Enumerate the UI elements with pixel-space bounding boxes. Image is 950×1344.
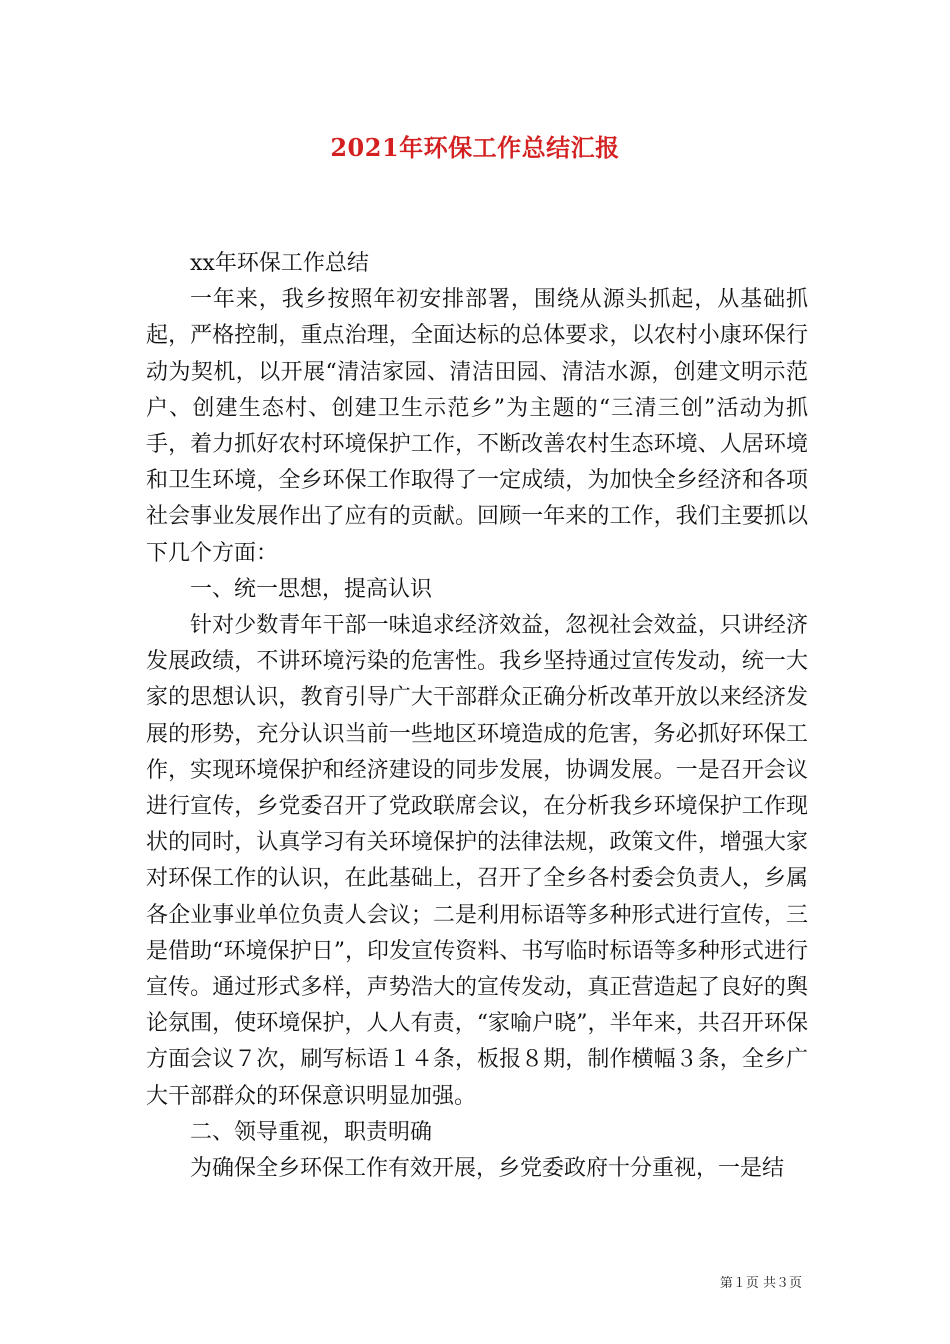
paragraph-section-2: 为确保全乡环保工作有效开展，乡党委政府十分重视，一是结 <box>190 1156 785 1182</box>
page-title: 2021年环保工作总结汇报 <box>330 133 620 162</box>
section-heading-1: 一、统一思想，提高认识 <box>190 576 433 602</box>
subtitle: xx年环保工作总结 <box>190 251 369 276</box>
paragraph-section-1: 针对少数青年干部一味追求经济效益，忽视社会效益，只讲经济发展政绩，不讲环境污染的危害性。我乡坚持通过宣传发动，统一大家的思想认识，教育引导广大干部群众正确分析改革开放以来经济发展的形势，充分认识当前一些地区环境造成的危害，务必抓好环保工作，实现环境保护和经济建设的同步发展，协调发展。一是召开会议进行宣传，乡党委召开了党政联席会议，在分析我乡环境保护工作现状的同时，认真学习有关环境保护的法律法规，政策文件，增强大家对环保工作的认识，在此基础上，召开了全乡各村委会负责人，乡属各企业事业单位负责人会议；二是利用标语等多种形式进行宣传，三是借助“环境保护日”，印发宣传资料、书写临时标语等多种形式进行宣传。通过形式多样，声势浩大的宣传发动，真正营造起了良好的舆论氛围，使环境保护，人人有责，“家喻户晓”，半年来，共召开环保方面会议７次，刷写标语１４条，板报８期，制作横幅３条，全乡广大干部群众的环保意识明显加强。 <box>146 613 808 1109</box>
paragraph-intro: 一年来，我乡按照年初安排部署，围绕从源头抓起，从基础抓起，严格控制，重点治理，全面达标的总体要求，以农村小康环保行动为契机，以开展“清洁家园、清洁田园、清洁水源，创建文明示范户、创建生态村、创建卫生示范乡”为主题的“三清三创”活动为抓手，着力抓好农村环境保护工作，不断改善农村生态环境、人居环境和卫生环境，全乡环保工作取得了一定成绩，为加快全乡经济和各项社会事业发展作出了应有的贡献。回顾一年来的工作，我们主要抓以下几个方面： <box>146 287 808 566</box>
section-heading-2: 二、领导重视，职责明确 <box>190 1119 433 1145</box>
document-body <box>146 246 808 1187</box>
page-number: 第１页 共３页 <box>719 1276 802 1291</box>
